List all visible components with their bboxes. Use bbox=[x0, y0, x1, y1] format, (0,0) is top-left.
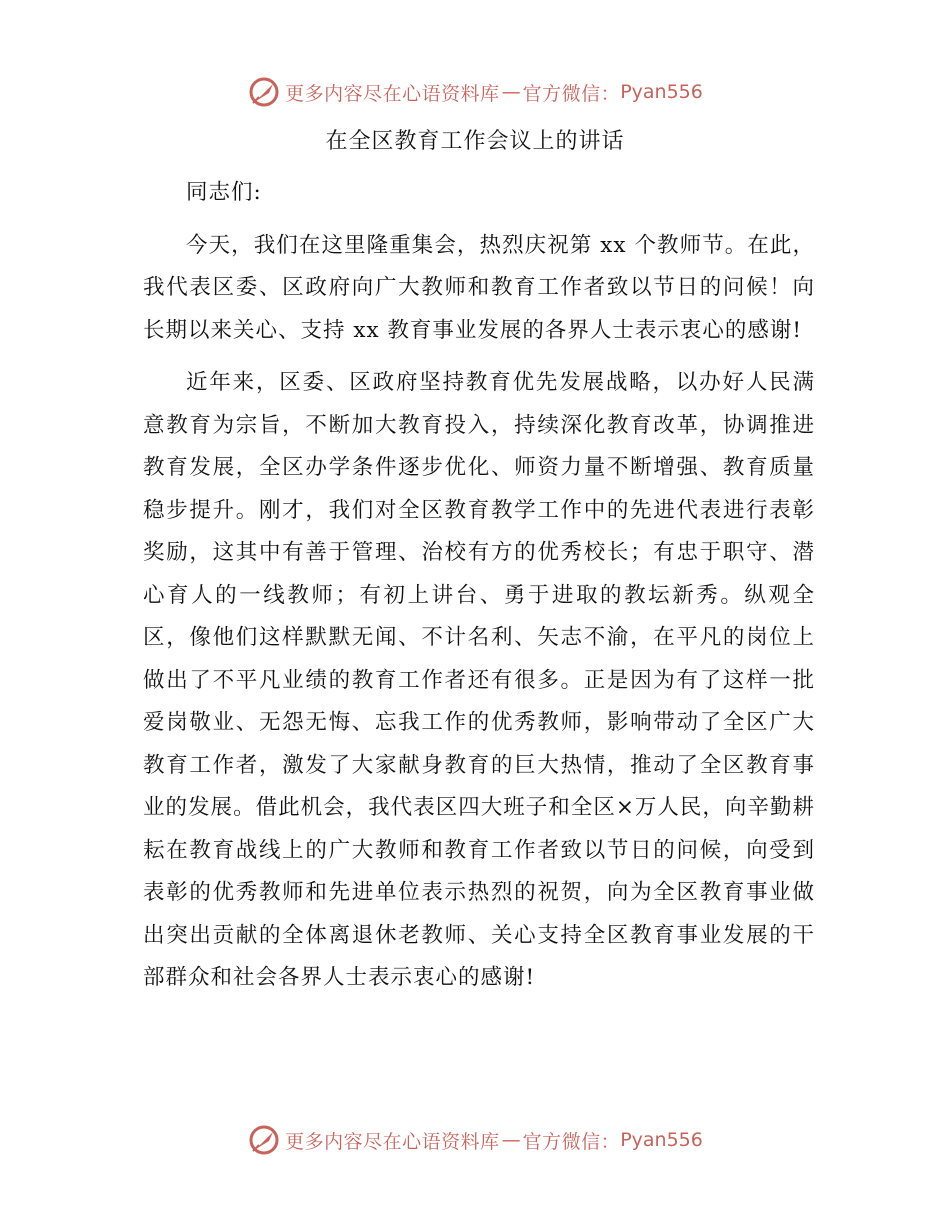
paragraph-1: 今天，我们在这里隆重集会，热烈庆祝第 xx 个教师节。在此，我代表区委、区政府向广大教师和教育工作者致以节日的问候！向长期以来关心、支持 xx 教育事业发展的各界人士表示衷心的感谢! bbox=[143, 232, 815, 343]
watermark-wechat-id: Pyan556 bbox=[620, 1129, 703, 1151]
watermark-separator: — bbox=[501, 1129, 521, 1151]
watermark-text: 更多内容尽在心语资料库 bbox=[285, 1130, 500, 1153]
watermark-separator: — bbox=[501, 81, 521, 103]
watermark-text: 更多内容尽在心语资料库 bbox=[285, 82, 500, 105]
quill-logo-icon bbox=[247, 1123, 281, 1157]
salutation: 同志们: bbox=[186, 180, 262, 205]
document-title: 在全区教育工作会议上的讲话 bbox=[325, 129, 625, 154]
paragraph-2: 近年来，区委、区政府坚持教育优先发展战略，以办好人民满意教育为宗旨，不断加大教育投入，持续深化教育改革，协调推进教育发展，全区办学条件逐步优化、师资力量不断增强、教育质量稳步提升。刚才，我们对全区教育教学工作中的先进代表进行表彰奖励，这其中有善于管理、治校有方的优秀校长；有忠于职守、潜心育人的一线教师；有初上讲台、勇于进取的教坛新秀。纵观全区，像他们这样默默无闻、不计名利、矢志不渝，在平凡的岗位上做出了不平凡业绩的教育工作者还有很多。正是因为有了这样一批爱岗敬业、无怨无悔、忘我工作的优秀教师，影响带动了全区广大教育工作者，激发了大家献身教育的巨大热情，推动了全区教育事业的发展。借此机会，我代表区四大班子和全区×万人民，向辛勤耕耘在教育战线上的广大教师和教育工作者致以节日的问候，向受到表彰的优秀教师和先进单位表示热烈的祝贺，向为全区教育事业做出突出贡献的全体离退休老教师、关心支持全区教育事业发展的干部群众和社会各界人士表示衷心的感谢! bbox=[143, 370, 815, 990]
header-watermark bbox=[0, 72, 950, 112]
watermark-wechat-id: Pyan556 bbox=[620, 81, 703, 103]
footer-watermark bbox=[0, 1120, 950, 1160]
watermark-official: 官方微信： bbox=[522, 1130, 621, 1153]
watermark-official: 官方微信： bbox=[522, 82, 621, 105]
quill-logo-icon bbox=[247, 75, 281, 109]
document-body bbox=[143, 172, 815, 1010]
